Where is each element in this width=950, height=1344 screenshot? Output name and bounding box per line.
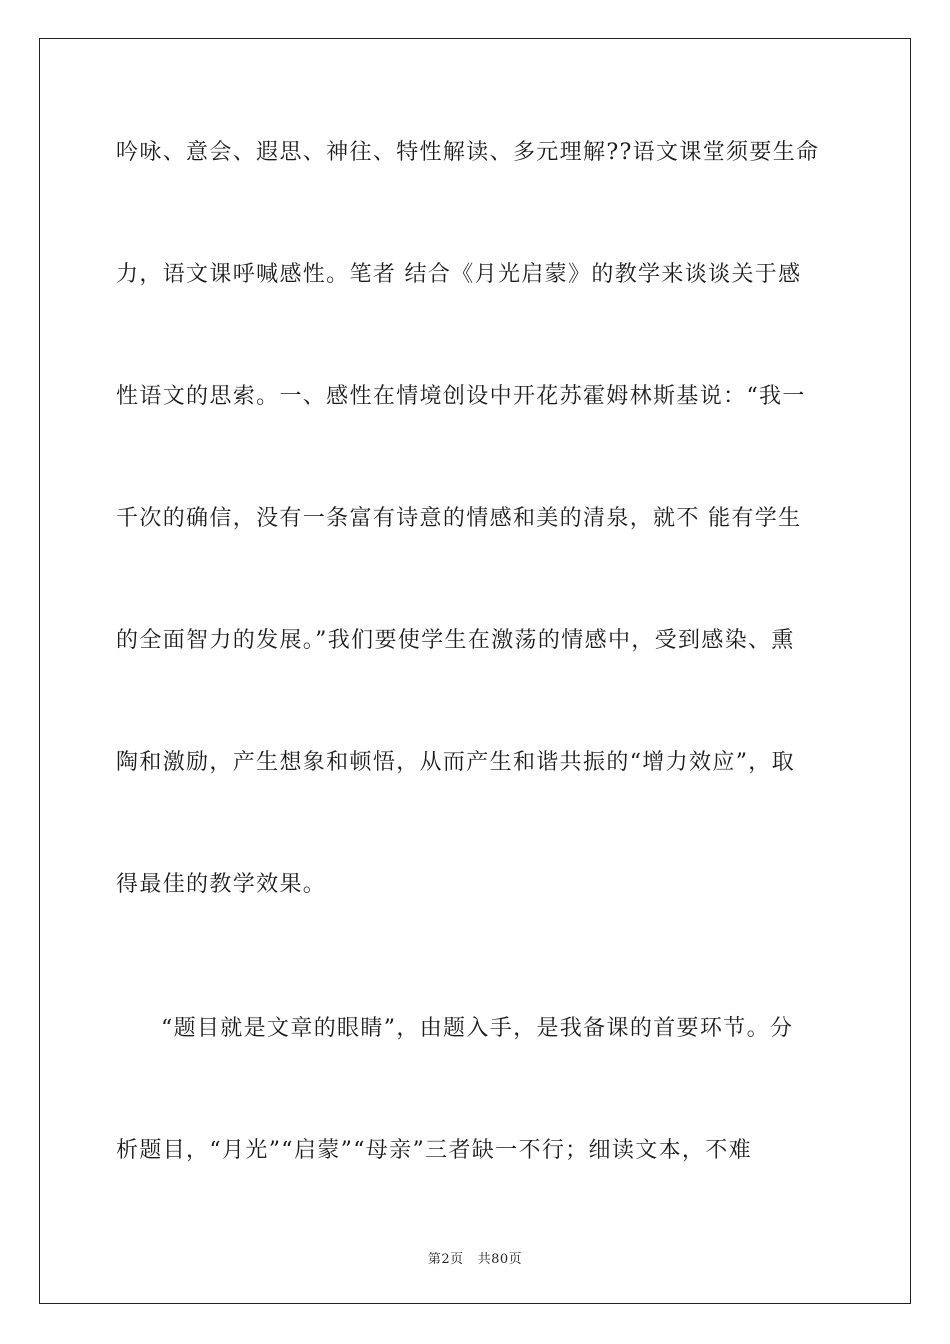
text-line-6: 陶和激励，产生想象和顿悟，从而产生和谐共振的“增力效应”，取: [116, 750, 795, 775]
text-line-1: 吟咏、意会、遐思、神往、特性解读、多元理解??语文课堂须要生命: [116, 140, 820, 165]
text-line-5: 的全面智力的发展。”我们要使学生在激荡的情感中，受到感染、熏: [116, 628, 795, 653]
page-footer: [0, 1248, 950, 1267]
text-line-4: 千次的确信，没有一条富有诗意的情感和美的清泉，就不 能有学生: [116, 506, 802, 531]
page-number: 第2页: [427, 1252, 464, 1267]
text-line-2: 力，语文课呼喊感性。笔者 结合《月光启蒙》的教学来谈谈关于感: [116, 262, 802, 287]
text-line-7: 得最佳的教学效果。: [116, 872, 327, 897]
text-line-3: 性语文的思索。一、感性在情境创设中开花苏霍姆林斯基说：“我一: [116, 384, 806, 409]
text-line-8: “题目就是文章的眼睛”，由题入手，是我备课的首要环节。分: [161, 1016, 794, 1041]
page-total: 共80页: [477, 1252, 523, 1267]
text-line-9: 析题目，“月光”“启蒙”“母亲”三者缺一不行；细读文本，不难: [116, 1138, 752, 1163]
page-border: [39, 38, 911, 1304]
